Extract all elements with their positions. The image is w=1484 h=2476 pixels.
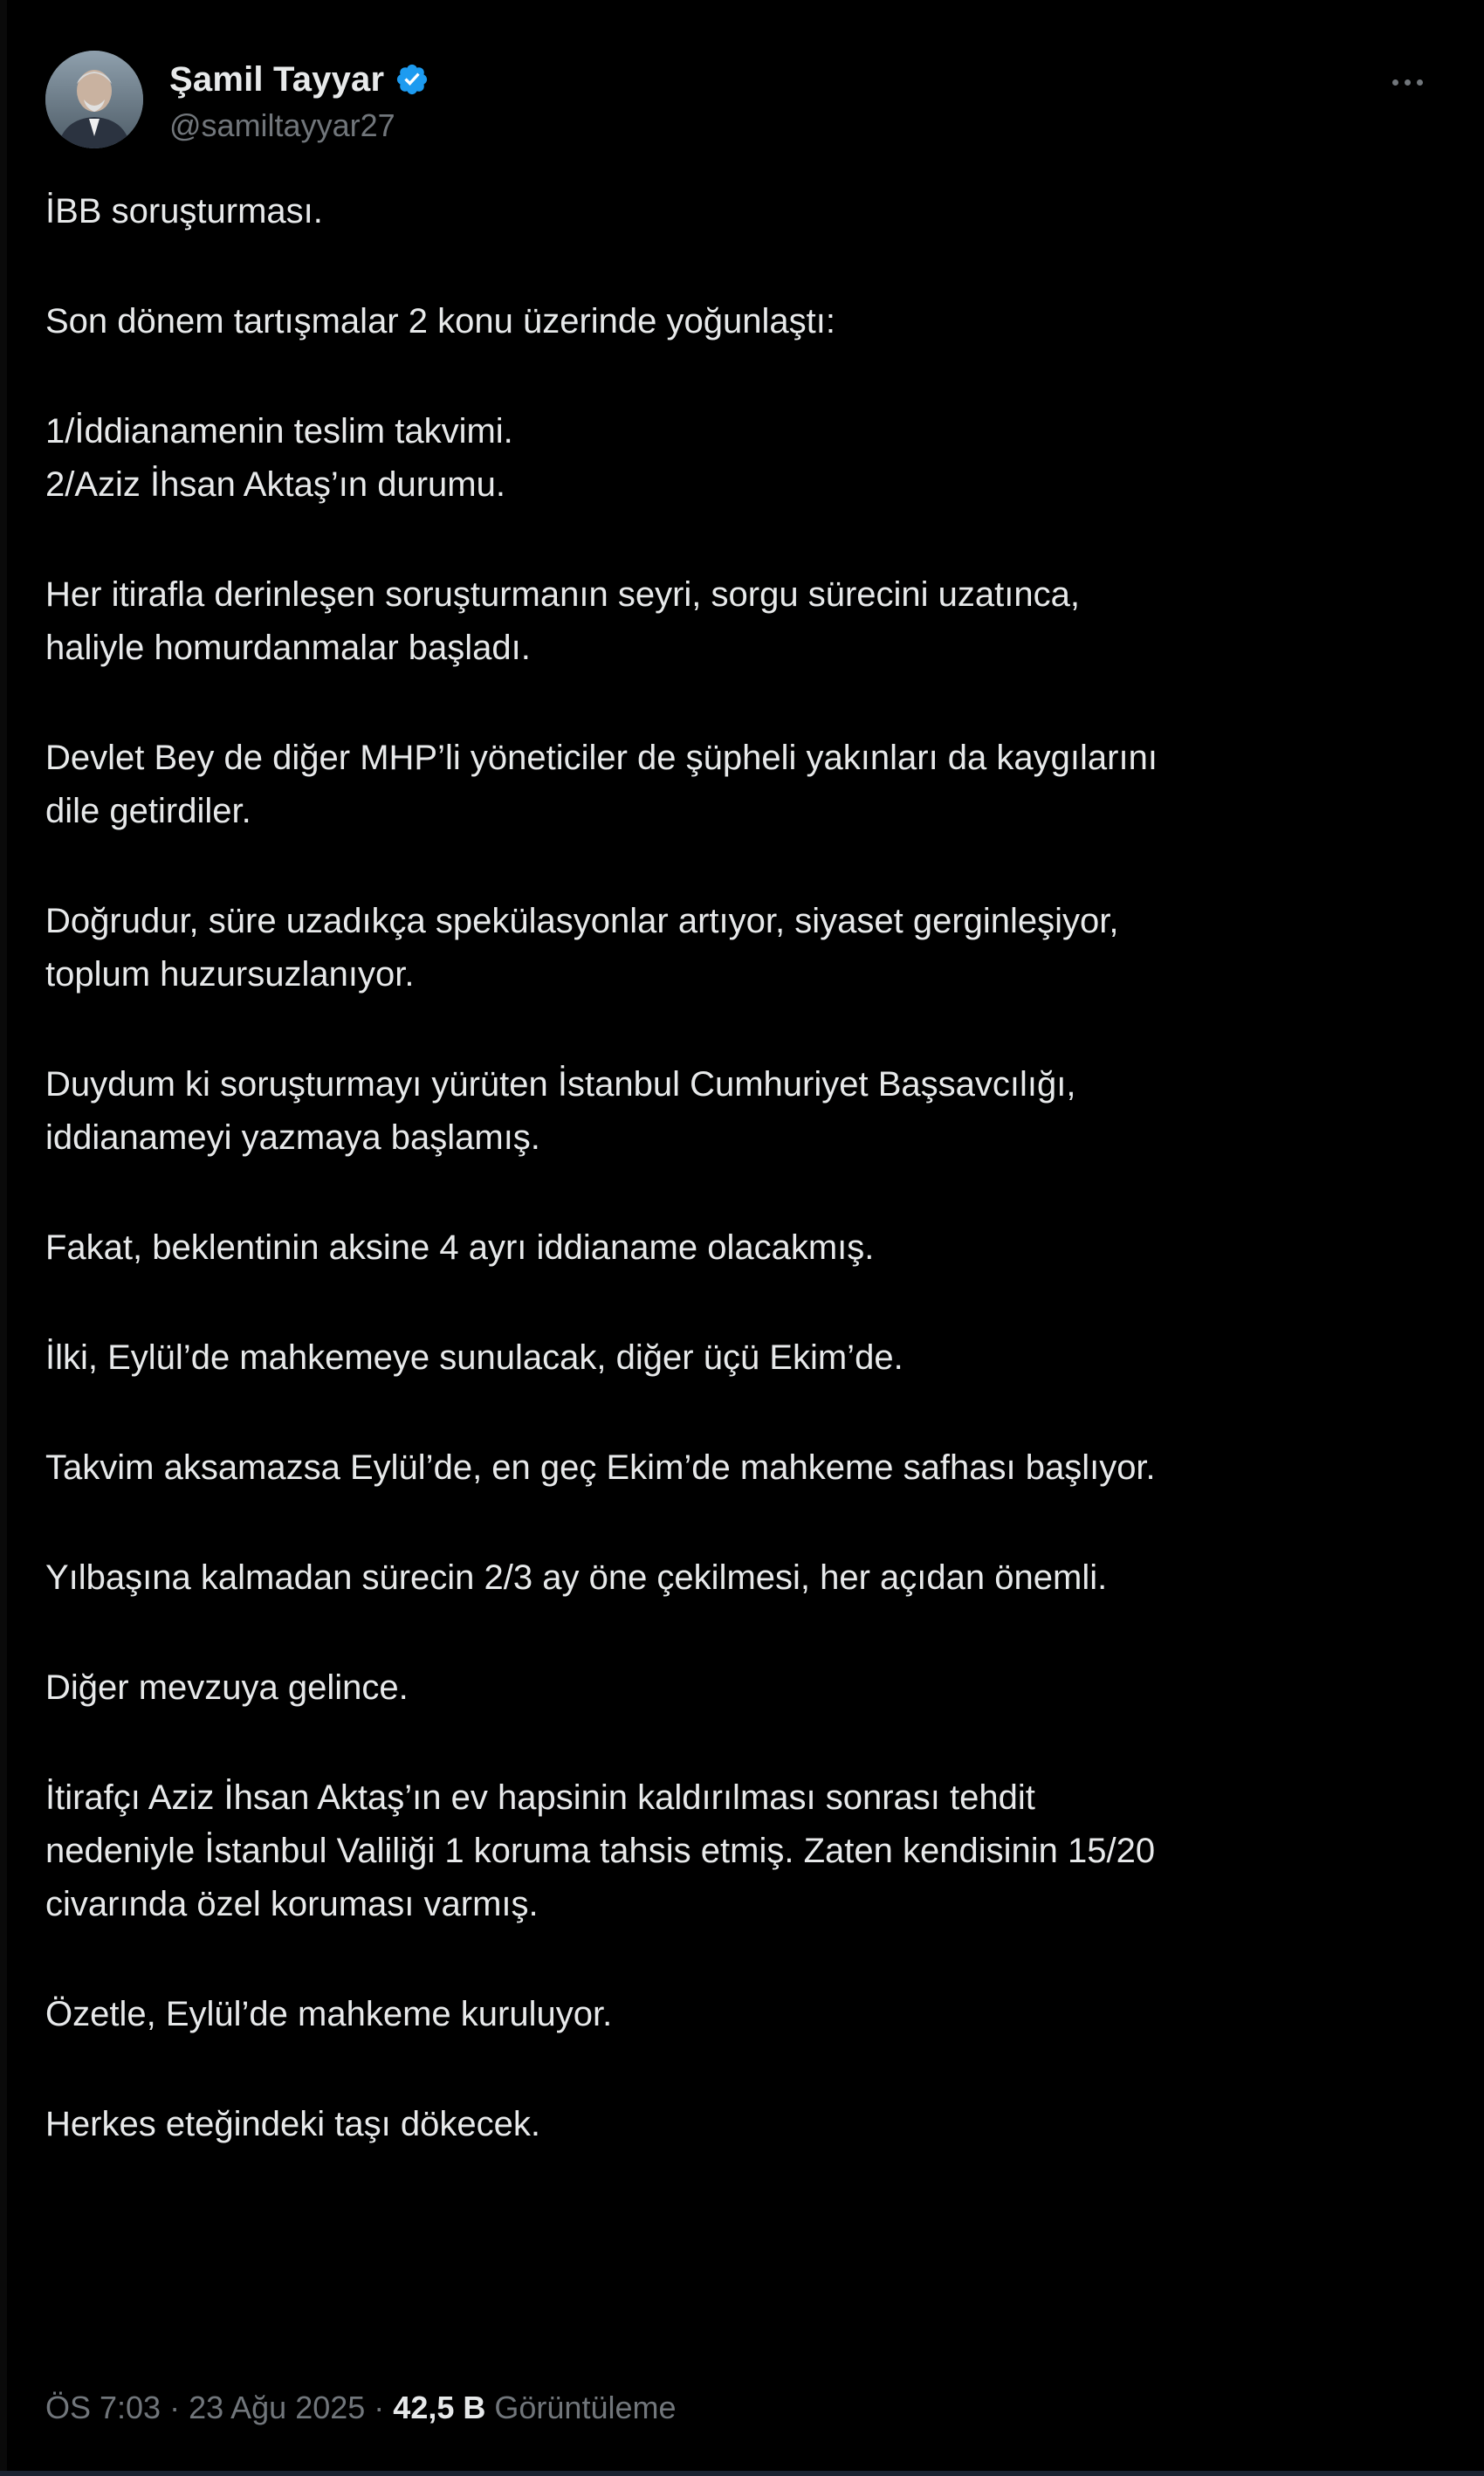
tweet-line: Diğer mevzuya gelince.: [45, 1668, 409, 1707]
author-handle[interactable]: @samiltayyar27: [169, 107, 395, 143]
tweet-line: İtirafçı Aziz İhsan Aktaş’ın ev hapsinin kaldırılması sonrası tehdit: [45, 1778, 1035, 1817]
tweet-line: Özetle, Eylül’de mahkeme kuruluyor.: [45, 1995, 613, 2033]
tweet-line: Son dönem tartışmalar 2 konu üzerinde yoğunlaştı:: [45, 302, 835, 340]
tweet-paragraph: [45, 1988, 1442, 2041]
tweet-paragraph: [45, 295, 1442, 348]
author-block: [169, 58, 429, 148]
tweet-paragraph: [45, 405, 1442, 512]
tweet-line: Her itirafla derinleşen soruşturmanın seyri, sorgu sürecini uzatınca,: [45, 575, 1080, 614]
tweet-line: Yılbaşına kalmadan sürecin 2/3 ay öne çekilmesi, her açıdan önemli.: [45, 1558, 1108, 1597]
tweet-line: İBB soruşturması.: [45, 192, 323, 230]
tweet-line: Takvim aksamazsa Eylül’de, en geç Ekim’de mahkeme safhası başlıyor.: [45, 1448, 1156, 1487]
tweet-line: Doğrudur, süre uzadıkça spekülasyonlar artıyor, siyaset gerginleşiyor,: [45, 902, 1119, 940]
tweet-paragraph: [45, 2098, 1442, 2151]
tweet-date[interactable]: 23 Ağu 2025: [189, 2390, 366, 2425]
tweet-meta: [45, 2387, 677, 2429]
tweet-paragraph: [45, 895, 1442, 1001]
tweet-paragraph: [45, 1058, 1442, 1165]
tweet-line: dile getirdiler.: [45, 792, 251, 830]
frame-edge: [0, 0, 7, 2476]
tweet-paragraph: [45, 568, 1442, 675]
tweet-line: Devlet Bey de diğer MHP’li yöneticiler de şüpheli yakınları da kaygılarını: [45, 739, 1158, 777]
tweet-paragraph: [45, 185, 1442, 238]
tweet-paragraph: [45, 1221, 1442, 1275]
frame-edge: [0, 2471, 1484, 2476]
tweet-line: toplum huzursuzlanıyor.: [45, 955, 415, 994]
display-name[interactable]: Şamil Tayyar: [169, 60, 385, 99]
more-options-icon[interactable]: [1379, 65, 1435, 100]
meta-separator: ·: [161, 2390, 189, 2425]
tweet-time[interactable]: ÖS 7:03: [45, 2390, 161, 2425]
views-label: Görüntüleme: [494, 2390, 677, 2425]
meta-separator: ·: [365, 2390, 394, 2425]
tweet-header: [45, 51, 1442, 162]
name-row: [169, 58, 429, 101]
tweet-line: nedeniyle İstanbul Valiliği 1 koruma tahsis etmiş. Zaten kendisinin 15/20: [45, 1832, 1156, 1870]
tweet-text: [45, 185, 1442, 2208]
tweet-line: 1/İddianamenin teslim takvimi.: [45, 412, 513, 450]
tweet-line: İlki, Eylül’de mahkemeye sunulacak, diğer üçü Ekim’de.: [45, 1338, 903, 1377]
tweet-line: Duydum ki soruşturmayı yürüten İstanbul Cumhuriyet Başsavcılığı,: [45, 1065, 1076, 1104]
tweet-line: haliyle homurdanmalar başladı.: [45, 629, 531, 667]
tweet-paragraph: [45, 1661, 1442, 1715]
tweet-paragraph: [45, 1441, 1442, 1495]
tweet-line: 2/Aziz İhsan Aktaş’ın durumu.: [45, 465, 505, 504]
tweet-paragraph: [45, 1551, 1442, 1605]
tweet-line: Herkes eteğindeki taşı dökecek.: [45, 2105, 540, 2143]
tweet-line: civarında özel koruması varmış.: [45, 1885, 539, 1923]
verified-badge-icon: [395, 62, 429, 97]
tweet-paragraph: [45, 1331, 1442, 1385]
tweet-paragraph: [45, 732, 1442, 838]
views-count: 42,5 B: [393, 2390, 486, 2425]
tweet-paragraph: [45, 1771, 1442, 1931]
tweet-line: iddianameyi yazmaya başlamış.: [45, 1118, 540, 1157]
tweet-line: Fakat, beklentinin aksine 4 ayrı iddianame olacakmış.: [45, 1228, 875, 1267]
avatar[interactable]: [45, 51, 143, 148]
